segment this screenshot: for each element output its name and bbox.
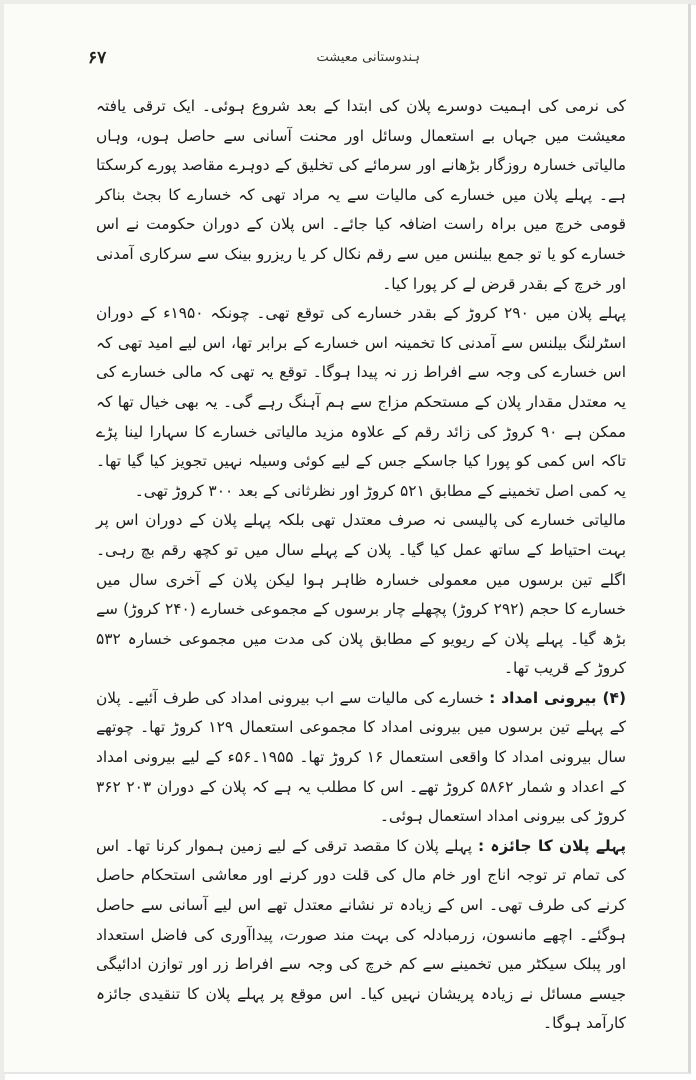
paragraph-1-text: کی نرمی کی اہمیت دوسرے پلان کی ابتدا کے بعد شروع ہوئی۔ ایک ترقی یافتہ معیشت میں جہاں بے استعمال وسائل اور محنت آسانی سے حاصل ہوں، وہاں مالیاتی خسارہ روزگار بڑھانے اور سرمائے کی تخلیق کے دوہرے مقاصد پورے کرسکتا ہے۔ پہلے پلان میں خسارے کی مالیات سے یہ مراد تھی کہ خسارے کا بجٹ بناکر قومی خرچ میں براہ راست اضافہ کیا جائے۔ اس پلان کے دوران حکومت نے اس خسارے کو یا تو جمع بیلنس میں سے رقم نکال کر یا ریزرو بینک سے سرکاری آمدنی اور خرچ کے بقدر قرض لے کر پورا کیا۔ xyxy=(96,97,626,293)
paragraph-5-text: پہلے پلان کا مقصد ترقی کے لیے زمین ہموار کرنا تھا۔ اس کی تمام تر توجہ اناج اور خام مال کی قلت دور کرنے اور معاشی استحکام حاصل کرنے کی طرف تھی۔ اس کے زیادہ تر نشانے معتدل تھے اس لیے آسانی سے حاصل ہوگئے۔ اچھے مانسون، زرمبادلہ کی بہت مند صورت، پیداآوری کی فاضل استعداد اور پبلک سیکٹر میں تخمینے سے کم خرچ کی وجہ سے افراط زر اور توازن ادائیگی جیسے مسائل نے زیادہ پریشان نہیں کیا۔ اس موقع پر پہلے پلان کا تنقیدی جائزہ کارآمد ہوگا۔ xyxy=(96,836,626,1033)
paragraph-2 xyxy=(96,299,626,506)
page-number: ۶۷ xyxy=(88,48,107,68)
paragraph-2-text: پہلے پلان میں ۲۹۰ کروڑ کے بقدر خسارے کی توقع تھی۔ چونکہ ۱۹۵۰ء کے دوران اسٹرلنگ بیلنس سے آمدنی کا تخمینہ اس خسارے کے برابر تھا، اس لیے امید تھی کہ اس خسارے کی وجہ سے افراط زر نہ پیدا ہوگا۔ توقع یہ تھی کہ مالی خسارے کی یہ معتدل مقدار پلان کے مستحکم مزاج سے ہم آہنگ رہے گی۔ یہ بھی خیال تھا کہ ممکن ہے ۹۰ کروڑ کی زائد رقم کے علاوہ مزید مالیاتی خسارے کا سہارا لینا پڑے تاکہ اس کمی کو پورا کیا جاسکے جس کے لیے کوئی وسیلہ نہیں تجویز کیا گیا تھا۔ یہ کمی اصل تخمینے کے مطابق ۵۲۱ کروڑ اور نظرثانی کے بعد ۳۰۰ کروڑ تھی۔ xyxy=(96,304,626,500)
paragraph-4 xyxy=(96,684,626,832)
first-plan-review-subheading: پہلے پلان کا جائزہ : xyxy=(477,836,626,855)
page-header xyxy=(80,48,620,72)
paragraph-4-text: خسارے کی مالیات سے اب بیرونی امداد کی طرف آئیے۔ پلان کے پہلے تین برسوں میں بیرونی امداد کا مجموعی استعمال ۱۲۹ کروڑ تھا۔ چوتھے سال بیرونی امداد کا واقعی استعمال ۱۶ کروڑ تھا۔ ۱۹۵۵۔۵۶ء کے لیے بیرونی امداد کے اعداد و شمار ۵۸۶۲ کروڑ تھے۔ اس کا مطلب یہ ہے کہ پلان کے دوران ۲۰۳ ۳۶۲ کروڑ کی بیرونی امداد استعمال ہوئی۔ xyxy=(96,688,626,826)
paragraph-3-text: مالیاتی خسارے کی پالیسی نہ صرف معتدل تھی بلکہ پہلے پلان کے دوران اس پر بہت احتیاط کے ساتھ عمل کیا گیا۔ پلان کے پہلے سال میں تو کچھ رقم بچ رہی۔ اگلے تین برسوں میں معمولی خسارہ ظاہر ہوا لیکن پلان کے آخری سال میں خسارے کا حجم (۲۹۲ کروڑ) پچھلے چار برسوں کے مجموعی خسارے (۲۴۰ کروڑ) سے بڑھ گیا۔ پہلے پلان کے ریویو کے مطابق پلان کی مدت میں مجموعی خسارہ ۵۳۲ کروڑ کے قریب تھا۔ xyxy=(96,511,626,678)
paragraph-1 xyxy=(96,92,626,299)
paragraph-5 xyxy=(96,832,626,1039)
body-text xyxy=(96,92,626,1033)
paragraph-3 xyxy=(96,506,626,684)
foreign-aid-subheading: (۴) بیرونی امداد : xyxy=(489,688,626,707)
running-title: ہندوستانی معیشت xyxy=(316,50,420,65)
